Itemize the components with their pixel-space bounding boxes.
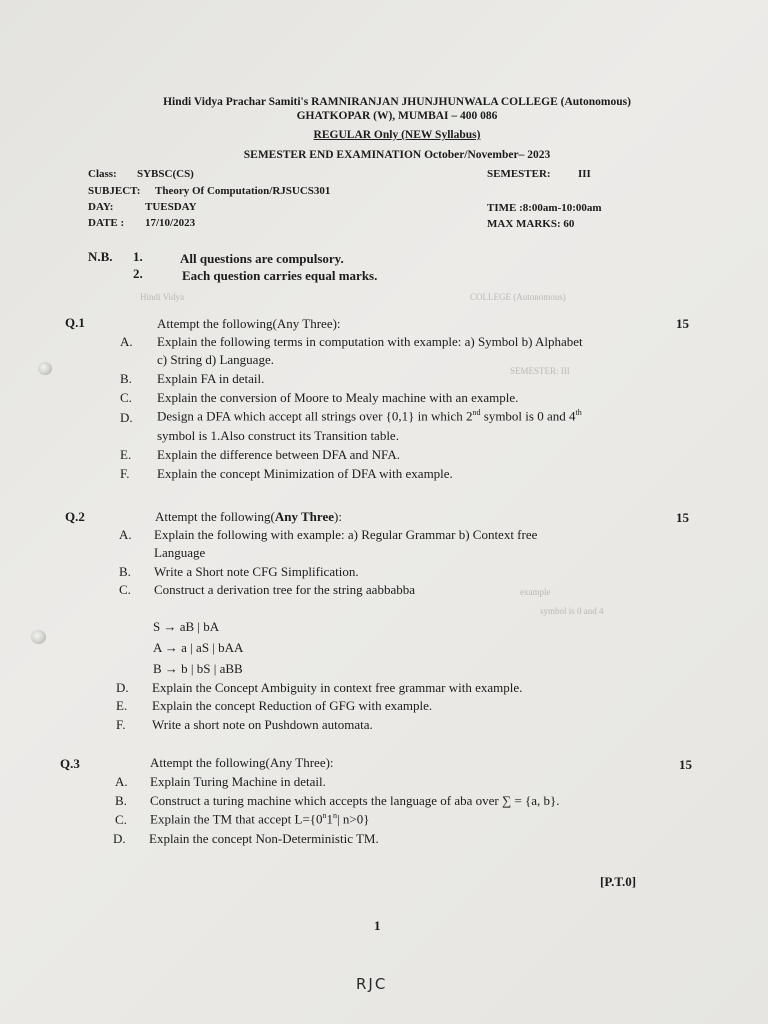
q3-c-sup-1: n [322, 811, 327, 820]
bleed-through-mark: Hindi Vidya [140, 292, 185, 302]
q3-b-text: Construct a turing machine which accepts the language of aba over ∑ = {a, b}. [150, 793, 560, 808]
q1-d-sup-nd: nd [472, 408, 481, 417]
q3-b-label: B. [115, 793, 127, 808]
q2-c-text: Construct a derivation tree for the string aabbabba [154, 582, 415, 597]
q1-d-part-a: Design a DFA which accept all strings over {0,1} in which 2 [157, 408, 473, 424]
q3-c-text [150, 811, 369, 827]
q3-c-label: C. [115, 812, 127, 827]
q3-a-text: Explain Turing Machine in detail. [150, 774, 326, 789]
header-line-1 [0, 96, 768, 108]
grammar-rule-a: A → a | aS | bAA [153, 640, 244, 655]
q2-title-prefix: Attempt the following( [155, 509, 275, 524]
q2-b-text: Write a Short note CFG Simplification. [154, 564, 359, 579]
day-value: TUESDAY [145, 201, 197, 213]
q2-a-text-1: Explain the following with example: a) Regular Grammar b) Context free [154, 527, 538, 542]
q3-marks: 15 [679, 757, 692, 772]
q1-e-text: Explain the difference between DFA and NFA. [157, 447, 400, 462]
exam-time: TIME :8:00am-10:00am [487, 202, 602, 214]
q2-e-text: Explain the concept Reduction of GFG with example. [152, 698, 433, 713]
max-marks: MAX MARKS: 60 [487, 218, 575, 230]
q2-f-label: F. [116, 717, 126, 732]
q2-marks: 15 [676, 510, 689, 525]
q1-a-text-1: Explain the following terms in computation with example: a) Symbol b) Alphabet [157, 334, 583, 349]
nb-text-2: Each question carries equal marks. [182, 268, 378, 283]
q1-b-label: B. [120, 371, 132, 386]
q1-title: Attempt the following(Any Three): [157, 316, 341, 331]
college-name: RAMNIRANJAN JHUNJHUNWALA COLLEGE (Autonomous) [311, 96, 631, 108]
q3-c-sup-2: n [333, 811, 338, 820]
subject-label: SUBJECT: [88, 185, 141, 197]
q2-b-label: B. [119, 564, 131, 579]
q2-e-label: E. [116, 698, 128, 713]
nb-text-1: All questions are compulsory. [180, 251, 344, 266]
bleed-through-mark: example [520, 587, 551, 597]
q3-title: Attempt the following(Any Three): [150, 755, 334, 770]
q2-number: Q.2 [65, 509, 85, 524]
q2-a-text-2: Language [154, 545, 206, 560]
grammar-rule-b: B → b | bS | aBB [153, 661, 243, 676]
pto-marker: [P.T.0] [600, 874, 637, 889]
header-line-3: REGULAR Only (NEW Syllabus) [313, 129, 481, 141]
q2-d-text: Explain the Concept Ambiguity in context free grammar with example. [152, 680, 523, 695]
semester-label: SEMESTER: [487, 168, 551, 180]
q3-c-part-b: 1 [326, 811, 334, 827]
q2-f-text: Write a short note on Pushdown automata. [152, 717, 373, 732]
q2-title [155, 509, 342, 525]
q1-number: Q.1 [65, 315, 85, 330]
q2-title-bold: Any Three [274, 509, 334, 524]
nb-num-2: 2. [133, 266, 143, 281]
bleed-through-mark: SEMESTER: III [510, 366, 570, 376]
bleed-through-mark: COLLEGE (Autonomous) [470, 292, 566, 302]
header-line-4: SEMESTER END EXAMINATION October/November– 2023 [243, 149, 551, 161]
q1-a-label: A. [120, 334, 133, 349]
q3-a-label: A. [115, 774, 128, 789]
page-number: 1 [374, 918, 381, 933]
semester-value: III [578, 168, 591, 180]
handwritten-initials: RJC [356, 975, 388, 993]
class-label: Class: [88, 168, 117, 180]
q3-number: Q.3 [60, 756, 80, 771]
q1-d-label: D. [120, 410, 133, 425]
date-label: DATE : [88, 217, 125, 229]
q1-f-label: F. [120, 466, 130, 481]
q3-c-part-c: | n>0} [337, 811, 370, 827]
q1-e-label: E. [120, 447, 132, 462]
q2-a-label: A. [119, 527, 132, 542]
date-value: 17/10/2023 [145, 217, 196, 229]
punch-hole-top [38, 362, 52, 375]
grammar-rule-s: S → aB | bA [153, 619, 220, 634]
header-line-2: GHATKOPAR (W), MUMBAI – 400 086 [296, 110, 498, 122]
q1-c-label: C. [120, 390, 132, 405]
q3-d-text: Explain the concept Non-Deterministic TM. [149, 831, 379, 846]
bleed-through-mark: symbol is 0 and 4 [540, 606, 604, 616]
q2-title-suffix: ): [333, 509, 342, 524]
nb-label: N.B. [88, 249, 113, 264]
q1-a-text-2: c) String d) Language. [157, 352, 274, 367]
class-value: SYBSC(CS) [137, 168, 194, 180]
nb-num-1: 1. [133, 249, 143, 264]
q1-c-text: Explain the conversion of Moore to Mealy machine with an example. [157, 390, 519, 405]
q3-d-label: D. [113, 831, 126, 846]
q1-f-text: Explain the concept Minimization of DFA with example. [157, 466, 453, 481]
q1-b-text: Explain FA in detail. [157, 371, 265, 386]
q2-d-label: D. [116, 680, 129, 695]
q1-d-text-1 [157, 408, 582, 424]
punch-hole-bottom [31, 630, 46, 644]
q2-c-label: C. [119, 582, 131, 597]
day-label: DAY: [88, 201, 114, 213]
q1-marks: 15 [676, 316, 689, 331]
q3-c-part-a: Explain the TM that accept L={0 [150, 811, 323, 827]
q1-d-text-2: symbol is 1.Also construct its Transition table. [157, 428, 399, 443]
q1-d-sup-th: th [575, 408, 582, 417]
q1-d-part-b: symbol is 0 and 4 [480, 408, 576, 424]
samiti-name: Hindi Vidya Prachar Samiti's [163, 96, 309, 108]
subject-value: Theory Of Computation/RJSUCS301 [155, 185, 331, 197]
